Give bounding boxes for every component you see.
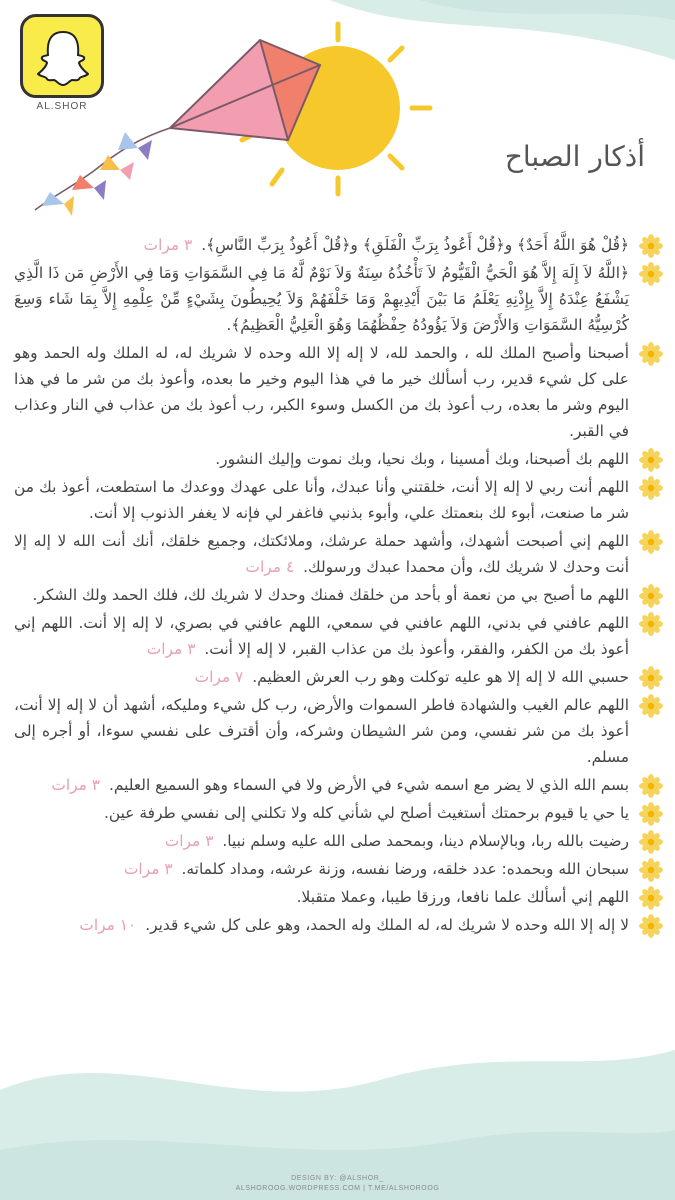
flower-icon (639, 666, 663, 690)
dhikr-entry (14, 800, 665, 826)
repeat-count: ٣ مرات (51, 776, 101, 794)
dhikr-text: رضيت بالله ربا، وبالإسلام دينا، وبمحمد صلى الله عليه وسلم نبيا. (222, 832, 629, 850)
flower-icon (639, 448, 663, 472)
dhikr-entry (14, 232, 665, 258)
flower-icon (639, 774, 663, 798)
dhikr-entry (14, 828, 665, 854)
dhikr-text: اللهم عافني في بدني، اللهم عافني في سمعي، اللهم عافني في بصري، لا إله إلا أنت. اللهم إني أعوذ بك من الكفر، والفقر، وأعوذ بك من عذاب القبر، لا إله إلا أنت. (14, 614, 629, 658)
dhikr-text: اللهم إني أسألك علما نافعا، ورزقا طيبا، وعملا متقبلا. (296, 888, 629, 906)
flower-icon (639, 914, 663, 938)
dhikr-entry (14, 446, 665, 472)
flower-icon (639, 262, 663, 286)
flower-icon (639, 234, 663, 258)
repeat-count: ٧ مرات (194, 668, 244, 686)
flower-icon (639, 886, 663, 910)
dhikr-text: اللهم إني أصبحت أشهدك، وأشهد حملة عرشك، وملائكتك، وجميع خلقك، أنك أنت الله لا إله إلا أنت وحدك لا شريك لك، وأن محمدا عبدك ورسولك. (14, 532, 629, 576)
dhikr-entry (14, 856, 665, 882)
dhikr-entry (14, 474, 665, 526)
dhikr-entry (14, 884, 665, 910)
dhikr-entry (14, 772, 665, 798)
dhikr-text: لا إله إلا الله وحده لا شريك له، له الملك وله الحمد، وهو على كل شيء قدير. (145, 916, 629, 934)
dhikr-entry (14, 610, 665, 662)
repeat-count: ٤ مرات (245, 558, 295, 576)
dhikr-text: حسبي الله لا إله إلا هو عليه توكلت وهو رب العرش العظيم. (252, 668, 629, 686)
dhikr-text: اللهم بك أصبحنا، وبك أمسينا ، وبك نحيا، وبك نموت وإليك النشور. (215, 450, 629, 468)
dhikr-entry (14, 528, 665, 580)
dhikr-text: اللهم ما أصبح بي من نعمة أو بأحد من خلقك فمنك وحدك لا شريك لك، فلك الحمد ولك الشكر. (32, 586, 629, 604)
repeat-count: ٣ مرات (146, 640, 196, 658)
snap-username: AL.SHOR (36, 101, 88, 112)
dhikr-text: ﴿اللَّهُ لاَ إِلَهَ إِلاَّ هُوَ الْحَيُّ الْقَيُّومُ لاَ تَأْخُذُهُ سِنَةٌ وَلاَ نَوْمٌ لَّهُ مَا فِي السَّمَوَاتِ وَمَا فِي الأَرْضِ مَن ذَا الَّذِي يَشْفَعُ عِنْدَهُ إِلاَّ بِإِذْنِهِ يَعْلَمُ مَا بَيْنَ أَيْدِيهِمْ وَمَا خَلْفَهُمْ وَلاَ يُحِيطُونَ بِشَيْءٍ مِّنْ عِلْمِهِ إِلاَّ بِمَا شَاء وَسِعَ كُرْسِيُّهُ السَّمَوَاتِ وَالأَرْضَ وَلاَ يَؤُودُهُ حِفْظُهُمَا وَهُوَ الْعَلِيُّ الْعَظِيمُ﴾. (14, 264, 629, 334)
dhikr-text: اللهم أنت ربي لا إله إلا أنت، خلقتني وأنا عبدك، وأنا على عهدك ووعدك ما استطعت، أعوذ بك من شر ما صنعت، أبوء لك بنعمتك علي، وأبوء بذنبي فاغفر لي فإنه لا يغفر الذنوب إلا أنت. (14, 478, 629, 522)
page-title: أذكار الصباح (504, 140, 645, 173)
flower-icon (639, 694, 663, 718)
dhikr-text: اللهم عالم الغيب والشهادة فاطر السموات والأرض، رب كل شيء ومليكه، أشهد أن لا إله إلا أنت، أعوذ بك من شر نفسي، ومن شر الشيطان وشركه، وأن أقترف على نفسي سوءا، أو أجره إلى مسلم. (14, 696, 629, 766)
flower-icon (639, 858, 663, 882)
footer-links: ALSHOROOG.WORDPRESS.COM | T.ME/ALSHOROOG (235, 1185, 440, 1192)
dhikr-text: ﴿قُلْ هُوَ اللَّهُ أَحَدٌ﴾ و﴿قُلْ أَعُوذُ بِرَبِّ الْفَلَقِ﴾ و﴿قُلْ أَعُوذُ بِرَبِّ النَّاسِ﴾. (201, 236, 629, 254)
dhikr-text: يا حي يا قيوم برحمتك أستغيث أصلح لي شأني كله ولا تكلني إلى نفسي طرفة عين. (104, 804, 629, 822)
footer (0, 1174, 675, 1194)
kite-and-sun-icon (20, 20, 440, 220)
dhikr-text: سبحان الله وبحمده: عدد خلقه، ورضا نفسه، وزنة عرشه، ومداد كلماته. (181, 860, 629, 878)
flower-icon (639, 830, 663, 854)
flower-icon (639, 530, 663, 554)
flower-icon (639, 476, 663, 500)
dhikr-text: أصبحنا وأصبح الملك لله ، والحمد لله، لا إله إلا الله وحده لا شريك له، له الملك وله الحمد وهو على كل شيء قدير، رب أسألك خير ما في هذا اليوم وخير ما بعده، وأعوذ بك من شر ما في هذا اليوم وشر ما بعده، رب أعوذ بك من الكسل وسوء الكبر، رب أعوذ بك من عذاب في النار وعذاب في القبر. (14, 344, 629, 440)
dhikr-text: بسم الله الذي لا يضر مع اسمه شيء في الأرض ولا في السماء وهو السميع العليم. (108, 776, 629, 794)
dhikr-entry (14, 664, 665, 690)
dhikr-entry (14, 340, 665, 444)
footer-credit: DESIGN BY: @ALSHOR_ (291, 1175, 384, 1182)
repeat-count: ١٠ مرات (79, 916, 137, 934)
repeat-count: ٣ مرات (123, 860, 173, 878)
flower-icon (639, 802, 663, 826)
flower-icon (639, 584, 663, 608)
flower-icon (639, 342, 663, 366)
adhkar-list (14, 232, 665, 940)
repeat-count: ٣ مرات (164, 832, 214, 850)
dhikr-entry (14, 912, 665, 938)
flower-icon (639, 612, 663, 636)
repeat-count: ٣ مرات (143, 236, 193, 254)
dhikr-entry (14, 692, 665, 770)
dhikr-entry (14, 260, 665, 338)
dhikr-entry (14, 582, 665, 608)
